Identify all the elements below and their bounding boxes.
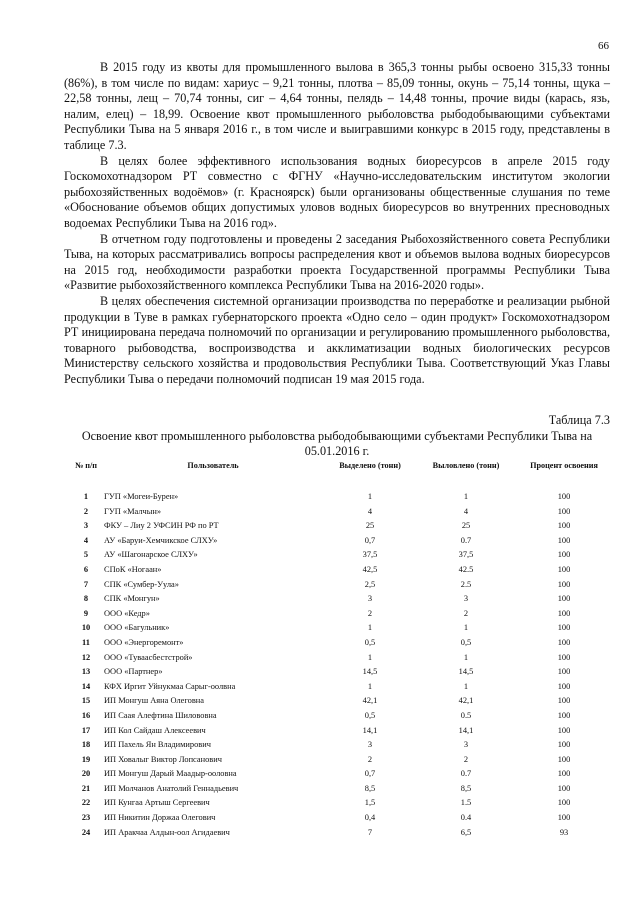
row-allocated: 0,7 <box>364 535 376 545</box>
table-row <box>72 796 614 811</box>
row-caught: 2 <box>463 754 469 764</box>
table-row <box>72 578 614 593</box>
row-number: 18 <box>81 740 91 750</box>
row-allocated: 7 <box>367 827 373 837</box>
row-allocated: 2 <box>367 754 373 764</box>
row-percent: 100 <box>557 550 571 560</box>
row-number: 1 <box>83 492 89 501</box>
row-caught: 3 <box>463 594 469 604</box>
table-title: Освоение квот промышленного рыболовства рыбодобывающими субъектами Республики Тыва на 05.01.2016 г. <box>81 429 593 458</box>
row-caught: 4 <box>463 506 469 516</box>
table-header-row <box>72 460 614 490</box>
row-caught: 0.5 <box>460 710 472 720</box>
row-number: 6 <box>83 564 89 574</box>
row-number: 23 <box>81 813 91 823</box>
row-percent: 100 <box>557 667 571 677</box>
row-number: 4 <box>83 535 89 545</box>
row-user: ООО «Багульник» <box>104 623 170 633</box>
table-row <box>72 680 614 695</box>
row-user: ИП Монгуш Аяна Олеговна <box>104 696 204 706</box>
row-percent: 100 <box>557 564 571 574</box>
row-percent: 100 <box>557 813 571 823</box>
row-user: ООО «Туваасбестстрой» <box>104 652 193 662</box>
row-number: 2 <box>83 506 89 516</box>
row-number: 24 <box>81 827 91 837</box>
table-row <box>72 607 614 622</box>
row-percent: 100 <box>557 681 571 691</box>
row-caught: 2 <box>463 608 469 618</box>
header-caught: Выловлено (тонн) <box>432 461 500 470</box>
row-percent: 100 <box>557 535 571 545</box>
row-number: 10 <box>81 623 91 633</box>
row-allocated: 14,5 <box>362 667 378 677</box>
row-percent: 100 <box>557 754 571 764</box>
paragraph: В 2015 году из квоты для промышленного вылова в 365,3 тонны рыбы освоено 315,33 тонны (86%), в том числе по видам: хариус – 9,21 тонны, плотва – 85,09 тонны, окунь – 75,14 тонны, щука – 22,58 тонны, лещ – 70,74 тонны, сиг – 4,64 тонны, пелядь – 14,48 тонны, прочие виды (карась, язь, налим, елец) – 18,99. Освоение квот промышленного рыболовства рыбодобывающими субъектами Республики Тыва на 5 января 2016 г., в том числе и выигравшими конкурс в 2015 году, представлены в таблице 7.3. <box>64 60 610 152</box>
row-user: СПоК «Ногаан» <box>104 564 162 574</box>
row-allocated: 1 <box>367 492 373 501</box>
row-number: 19 <box>81 754 91 764</box>
row-percent: 100 <box>557 521 571 531</box>
row-caught: 0.4 <box>460 813 472 823</box>
row-user: ООО «Энергоремонт» <box>104 637 184 647</box>
row-percent: 100 <box>557 798 571 808</box>
row-caught: 37,5 <box>458 550 474 560</box>
row-user: ГУП «Могеи-Бурен» <box>104 492 179 501</box>
row-percent: 93 <box>559 827 569 837</box>
row-caught: 1 <box>463 492 469 501</box>
row-user: ИП Кол Сайдаш Алексеевич <box>104 725 206 735</box>
header-allocated: Выделено (тонн) <box>339 461 401 470</box>
row-caught: 0.7 <box>460 535 472 545</box>
table-row <box>72 724 614 739</box>
row-user: ИП Аракчаа Алдын-оол Агидаевич <box>104 827 230 837</box>
row-allocated: 42,1 <box>362 696 378 706</box>
quota-table <box>72 460 614 840</box>
row-caught: 14,1 <box>458 725 474 735</box>
table-row <box>72 621 614 636</box>
row-user: ИП Пахель Ян Владимирович <box>104 740 211 750</box>
row-allocated: 25 <box>365 521 375 531</box>
row-caught: 8,5 <box>460 783 472 793</box>
row-percent: 100 <box>557 623 571 633</box>
row-user: ИП Саая Алефтина Шилововна <box>104 710 217 720</box>
row-user: СПК «Сумбер-Уула» <box>104 579 179 589</box>
row-user: ГУП «Малчын» <box>104 506 162 516</box>
row-percent: 100 <box>557 710 571 720</box>
row-allocated: 0,5 <box>364 637 376 647</box>
row-allocated: 0,5 <box>364 710 376 720</box>
table-row <box>72 665 614 680</box>
table-row <box>72 738 614 753</box>
row-allocated: 42,5 <box>362 564 378 574</box>
row-caught: 42,1 <box>458 696 474 706</box>
row-percent: 100 <box>557 492 571 501</box>
table-row <box>72 519 614 534</box>
row-number: 12 <box>81 652 91 662</box>
row-number: 22 <box>81 798 91 808</box>
table-row <box>72 563 614 578</box>
row-number: 7 <box>83 579 89 589</box>
table-row <box>72 826 614 841</box>
row-percent: 100 <box>557 506 571 516</box>
paragraph: В целях обеспечения системной организации производства по переработке и реализации рыбной продукции в Туве в рамках губернаторского проекта «Одно село – один продукт» Госкомохотнадзором РТ инициирована передача полномочий по организации и регулированию промышленного рыболовства, товарного рыбоводства, воспроизводства и акклиматизации водных биологических ресурсов Министерству сельского хозяйства и продовольствия Республики Тыва. Соответствующий Указ Главы Республики Тыва о передачи полномочий подписан 19 мая 2015 года. <box>64 293 610 386</box>
table-row <box>72 505 614 520</box>
row-percent: 100 <box>557 652 571 662</box>
row-allocated: 8,5 <box>364 783 376 793</box>
paragraph: В целях более эффективного использования водных биоресурсов в апреле 2015 году Госкомохотнадзором РТ совместно с ФГНУ «Научно-исследовательским институтом экологии рыбохозяйственных водоёмов» (г. Красноярск) были организованы общественные слушания по теме «Обоснование объемов общих допустимых уловов водных биоресурсов во внутренних пресноводных водоемах Республики Тыва на 2016 год». <box>64 153 610 230</box>
row-number: 8 <box>83 594 89 604</box>
table-row <box>72 709 614 724</box>
row-user: ФКУ – Лиу 2 УФСИН РФ по РТ <box>104 521 219 531</box>
row-user: ИП Кунгаа Артыш Сергеевич <box>104 798 210 808</box>
row-percent: 100 <box>557 696 571 706</box>
row-allocated: 1 <box>367 623 373 633</box>
page-number: 66 <box>598 40 609 52</box>
row-allocated: 2 <box>367 608 373 618</box>
row-user: ИП Монгуш Дарый Маадыр-ооловна <box>104 769 237 779</box>
row-user: АУ «Шагонарское СЛХУ» <box>104 550 198 560</box>
row-user: ИП Молчанов Анатолий Геннадьевич <box>104 783 239 793</box>
paragraph: В отчетном году подготовлены и проведены 2 заседания Рыбохозяйственного совета Республики Тыва, на которых рассматривались вопросы распределения квот и объемов вылова водных биоресурсов на 2015 год, необходимости разработки проекта Государственной программы Республики Тыва «Развитие рыбохозяйственного комплекса Республики Тыва на 2016-2020 годы». <box>64 231 610 293</box>
row-caught: 1 <box>463 681 469 691</box>
row-percent: 100 <box>557 637 571 647</box>
row-user: ИП Никитин Доржаа Олегович <box>104 813 216 823</box>
table-row <box>72 548 614 563</box>
row-percent: 100 <box>557 594 571 604</box>
table-row <box>72 753 614 768</box>
row-caught: 25 <box>461 521 471 531</box>
table-body <box>72 490 614 840</box>
row-percent: 100 <box>557 579 571 589</box>
row-number: 13 <box>81 667 91 677</box>
row-user: ООО «Кедр» <box>104 608 150 618</box>
row-allocated: 1,5 <box>364 798 376 808</box>
row-allocated: 1 <box>367 652 373 662</box>
table-row <box>72 811 614 826</box>
table-row <box>72 490 614 505</box>
header-user: Пользователь <box>187 461 239 470</box>
row-caught: 1.5 <box>460 798 472 808</box>
row-caught: 1 <box>463 623 469 633</box>
row-allocated: 3 <box>367 740 373 750</box>
row-allocated: 2,5 <box>364 579 376 589</box>
row-percent: 100 <box>557 783 571 793</box>
row-allocated: 0,7 <box>364 769 376 779</box>
row-caught: 0.7 <box>460 769 472 779</box>
row-percent: 100 <box>557 725 571 735</box>
row-number: 16 <box>81 710 91 720</box>
table-caption: Таблица 7.3 <box>548 413 610 427</box>
row-caught: 6,5 <box>460 827 472 837</box>
row-number: 9 <box>83 608 89 618</box>
table-row <box>72 636 614 651</box>
table-row <box>72 782 614 797</box>
row-allocated: 3 <box>367 594 373 604</box>
table-row <box>72 592 614 607</box>
row-user: СПК «Монгун» <box>104 594 160 604</box>
row-user: ООО «Партнер» <box>104 667 163 677</box>
row-number: 21 <box>81 783 91 793</box>
row-percent: 100 <box>557 769 571 779</box>
row-caught: 42.5 <box>458 564 474 574</box>
table-row <box>72 767 614 782</box>
row-number: 20 <box>81 769 91 779</box>
row-user: АУ «Баруи-Хемчикское СЛХУ» <box>104 535 218 545</box>
row-allocated: 14,1 <box>362 725 378 735</box>
row-number: 17 <box>81 725 91 735</box>
body-text <box>64 60 610 387</box>
row-number: 14 <box>81 681 91 691</box>
row-caught: 3 <box>463 740 469 750</box>
row-allocated: 0,4 <box>364 813 376 823</box>
row-user: КФХ Иргит Уйнукмаа Сарыг-оолвна <box>104 681 236 691</box>
row-caught: 14,5 <box>458 667 474 677</box>
header-num: № п/п <box>75 461 97 470</box>
row-number: 15 <box>81 696 91 706</box>
table-row <box>72 694 614 709</box>
row-percent: 100 <box>557 740 571 750</box>
row-allocated: 37,5 <box>362 550 378 560</box>
row-percent: 100 <box>557 608 571 618</box>
row-allocated: 1 <box>367 681 373 691</box>
row-caught: 1 <box>463 652 469 662</box>
row-user: ИП Ховалыг Виктор Лопсанович <box>104 754 222 764</box>
row-allocated: 4 <box>367 506 373 516</box>
header-percent: Процент освоения <box>530 461 598 470</box>
row-number: 5 <box>83 550 89 560</box>
row-caught: 0,5 <box>460 637 472 647</box>
table-row <box>72 534 614 549</box>
row-caught: 2.5 <box>460 579 472 589</box>
table-row <box>72 651 614 666</box>
row-number: 11 <box>82 637 90 647</box>
row-number: 3 <box>83 521 89 531</box>
